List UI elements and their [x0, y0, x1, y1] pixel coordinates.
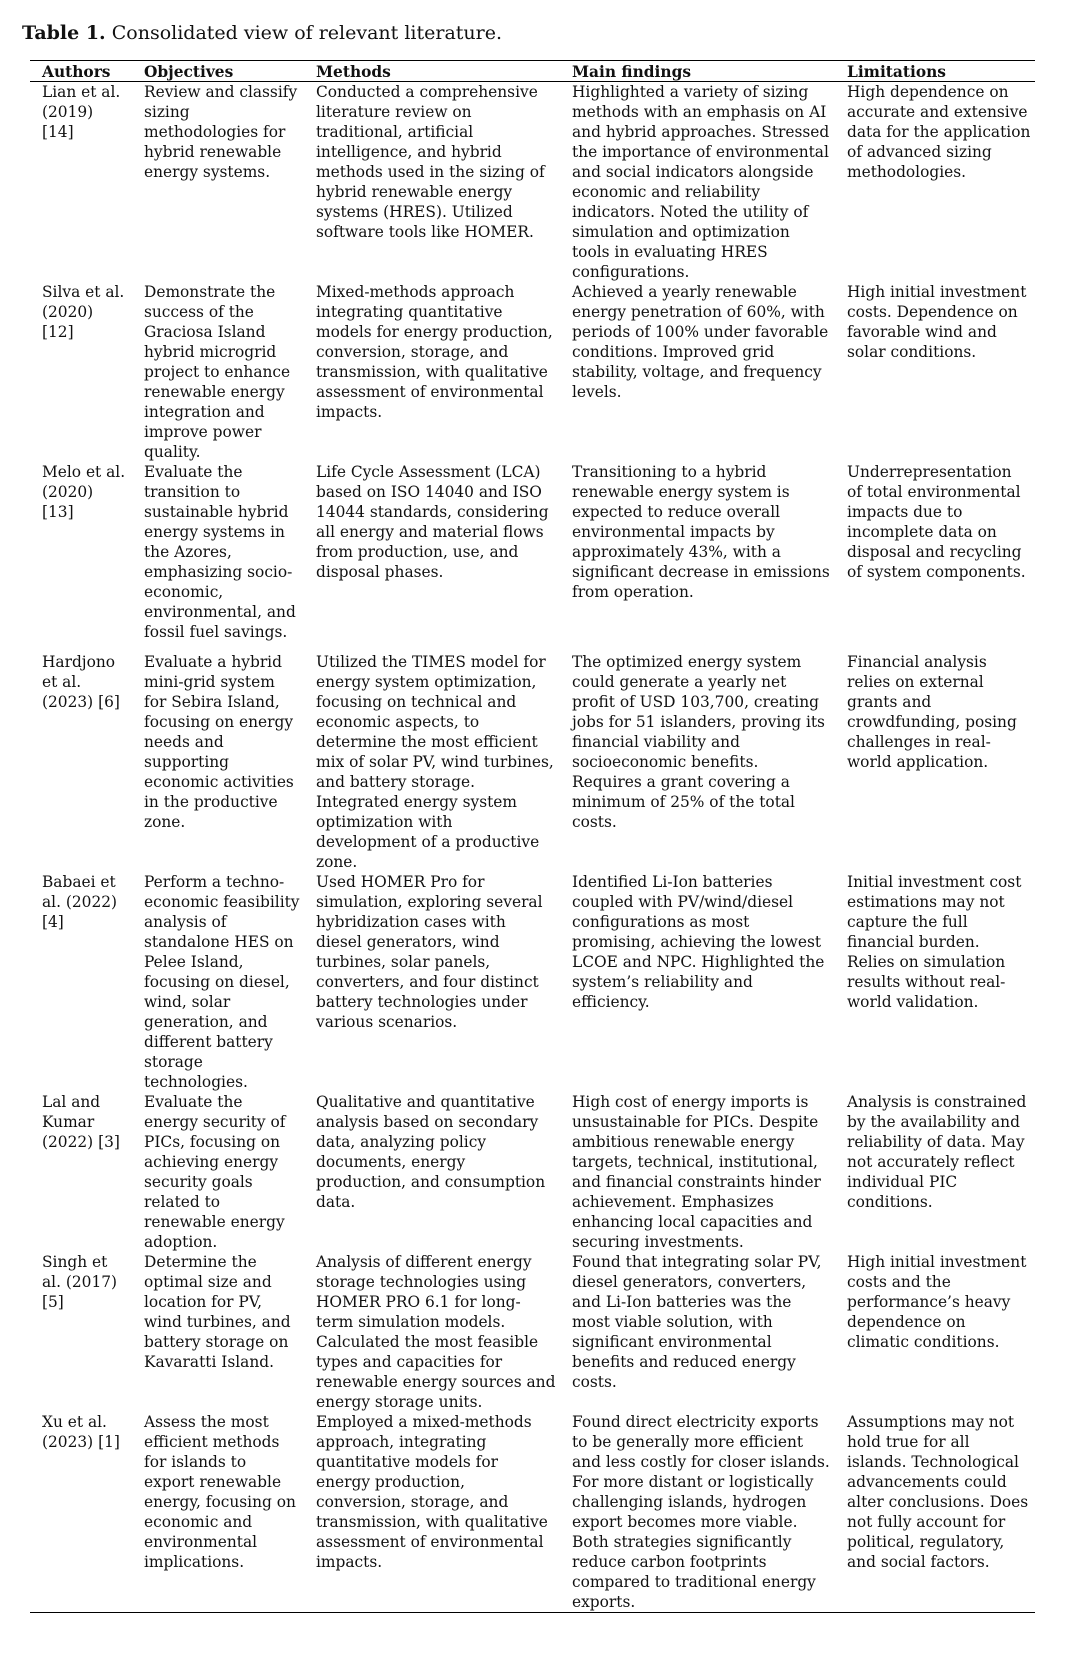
header-methods: Methods [304, 61, 560, 82]
cell-findings: Achieved a yearly renewable energy penetration of 60%, with periods of 100% under favorable conditions. Improved grid stability, voltage, and frequency levels. [572, 283, 829, 401]
cell-findings: Found that integrating solar PV, diesel generators, converters, and Li-Ion batteries was the most viable solution, with significant environmental benefits and reduced energy costs. [572, 1253, 822, 1391]
cell-methods: Qualitative and quantitative analysis based on secondary data, analyzing policy documents, energy production, and consumption data. [316, 1093, 546, 1211]
literature-table [30, 60, 1035, 1613]
cell-findings: The optimized energy system could generate a yearly net profit of USD 103,700, creating jobs for 51 islanders, proving its financial viability and socioeconomic benefits. Requires a grant covering a minimum of 25% of the total costs. [572, 653, 825, 831]
table-row [30, 872, 1035, 1092]
table-header-row [30, 61, 1035, 82]
cell-authors: Silva et al. (2020) [12] [42, 283, 125, 341]
cell-objectives: Review and classify sizing methodologies for hybrid renewable energy systems. [144, 83, 298, 181]
cell-limitations: Initial investment cost estimations may not capture the full financial burden. Relies on simulation results without real-world validation. [847, 873, 1022, 1011]
cell-authors: Singh et al. (2017) [5] [42, 1253, 118, 1311]
cell-methods: Analysis of different energy storage technologies using HOMER PRO 6.1 for long-term simulation models. Calculated the most feasible types and capacities for renewable energy sources and energy storage units. [316, 1253, 556, 1411]
table-caption-label: Table 1. [22, 22, 106, 44]
cell-objectives: Perform a techno-economic feasibility analysis of standalone HES on Pelee Island, focusing on diesel, wind, solar generation, and different battery storage technologies. [144, 873, 300, 1091]
cell-objectives: Demonstrate the success of the Graciosa Island hybrid microgrid project to enhance renewable energy integration and improve power quality. [144, 283, 291, 461]
cell-limitations: High dependence on accurate and extensive data for the application of advanced sizing methodologies. [847, 83, 1031, 181]
cell-authors: Lal and Kumar (2022) [3] [42, 1093, 120, 1151]
header-main-findings: Main findings [560, 61, 835, 82]
table-row [30, 1412, 1035, 1613]
cell-authors: Lian et al. (2019) [14] [42, 83, 121, 141]
cell-limitations: Underrepresentation of total environmental impacts due to incomplete data on disposal and recycling of system components. [847, 463, 1026, 581]
table-row [30, 1092, 1035, 1252]
cell-limitations: Analysis is constrained by the availability and reliability of data. May not accurately reflect individual PIC conditions. [847, 1093, 1027, 1211]
header-objectives: Objectives [132, 61, 304, 82]
cell-objectives: Determine the optimal size and location for PV, wind turbines, and battery storage on Kavaratti Island. [144, 1253, 291, 1371]
cell-methods: Utilized the TIMES model for energy system optimization, focusing on technical and economic aspects, to determine the most efficient mix of solar PV, wind turbines, and battery storage. Integrated energy system optimization with development of a productive zone. [316, 653, 554, 871]
cell-authors: Babaei et al. (2022) [4] [42, 873, 118, 931]
table-caption-text: Consolidated view of relevant literature. [105, 22, 503, 44]
cell-objectives: Assess the most efficient methods for islands to export renewable energy, focusing on economic and environmental implications. [132, 1412, 304, 1613]
cell-methods: Conducted a comprehensive literature review on traditional, artificial intelligence, and hybrid methods used in the sizing of hybrid renewable energy systems (HRES). Utilized software tools like HOMER. [316, 83, 545, 241]
cell-findings: Highlighted a variety of sizing methods with an emphasis on AI and hybrid approaches. Stressed the importance of environmental and social indicators alongside economic and reliability indicators. Noted the utility of simulation and optimization tools in evaluating HRES configurations. [572, 83, 830, 281]
table-row [30, 82, 1035, 283]
cell-limitations: Assumptions may not hold true for all islands. Technological advancements could alter conclusions. Does not fully account for political, regulatory, and social factors. [835, 1412, 1035, 1613]
cell-findings: High cost of energy imports is unsustainable for PICs. Despite ambitious renewable energy targets, technical, institutional, and financial constraints hinder achievement. Emphasizes enhancing local capacities and securing investments. [572, 1093, 821, 1251]
cell-authors: Xu et al. (2023) [1] [30, 1412, 132, 1613]
cell-findings: Identified Li-Ion batteries coupled with PV/wind/diesel configurations as most promising, achieving the lowest LCOE and NPC. Highlighted the system’s reliability and efficiency. [572, 873, 825, 1011]
cell-authors: Hardjono et al. (2023) [6] [42, 653, 120, 711]
cell-objectives: Evaluate the energy security of PICs, focusing on achieving energy security goals related to renewable energy adoption. [144, 1093, 286, 1251]
table-row [30, 282, 1035, 462]
cell-limitations: Financial analysis relies on external grants and crowdfunding, posing challenges in real-world application. [847, 653, 1017, 771]
cell-limitations: High initial investment costs and the performance’s heavy dependence on climatic conditions. [847, 1253, 1027, 1351]
header-limitations: Limitations [835, 61, 1035, 82]
table-row [30, 652, 1035, 872]
cell-methods: Mixed-methods approach integrating quantitative models for energy production, conversion, storage, and transmission, with qualitative assessment of environmental impacts. [316, 283, 553, 421]
cell-limitations: High initial investment costs. Dependence on favorable wind and solar conditions. [847, 283, 1027, 361]
table-row [30, 462, 1035, 652]
cell-methods: Used HOMER Pro for simulation, exploring several hybridization cases with diesel generators, wind turbines, solar panels, converters, and four distinct battery technologies under various scenarios. [316, 873, 543, 1031]
header-authors: Authors [30, 61, 132, 82]
cell-findings: Transitioning to a hybrid renewable energy system is expected to reduce overall environmental impacts by approximately 43%, with a significant decrease in emissions from operation. [572, 463, 830, 601]
cell-authors: Melo et al. (2020) [13] [42, 463, 126, 521]
cell-findings: Found direct electricity exports to be generally more efficient and less costly for closer islands. For more distant or logistically challenging islands, hydrogen export becomes more viable. Both strategies significantly reduce carbon footprints compared to traditional energy exports. [560, 1412, 835, 1613]
cell-objectives: Evaluate a hybrid mini-grid system for Sebira Island, focusing on energy needs and supporting economic activities in the productive zone. [144, 653, 294, 831]
cell-objectives: Evaluate the transition to sustainable hybrid energy systems in the Azores, emphasizing socio-economic, environmental, and fossil fuel savings. [144, 463, 296, 641]
table-row [30, 1252, 1035, 1412]
table-caption [22, 20, 502, 46]
cell-methods: Life Cycle Assessment (LCA) based on ISO 14040 and ISO 14044 standards, considering all energy and material flows from production, use, and disposal phases. [316, 463, 549, 581]
cell-methods: Employed a mixed-methods approach, integrating quantitative models for energy production, conversion, storage, and transmission, with qualitative assessment of environmental impacts. [304, 1412, 560, 1613]
